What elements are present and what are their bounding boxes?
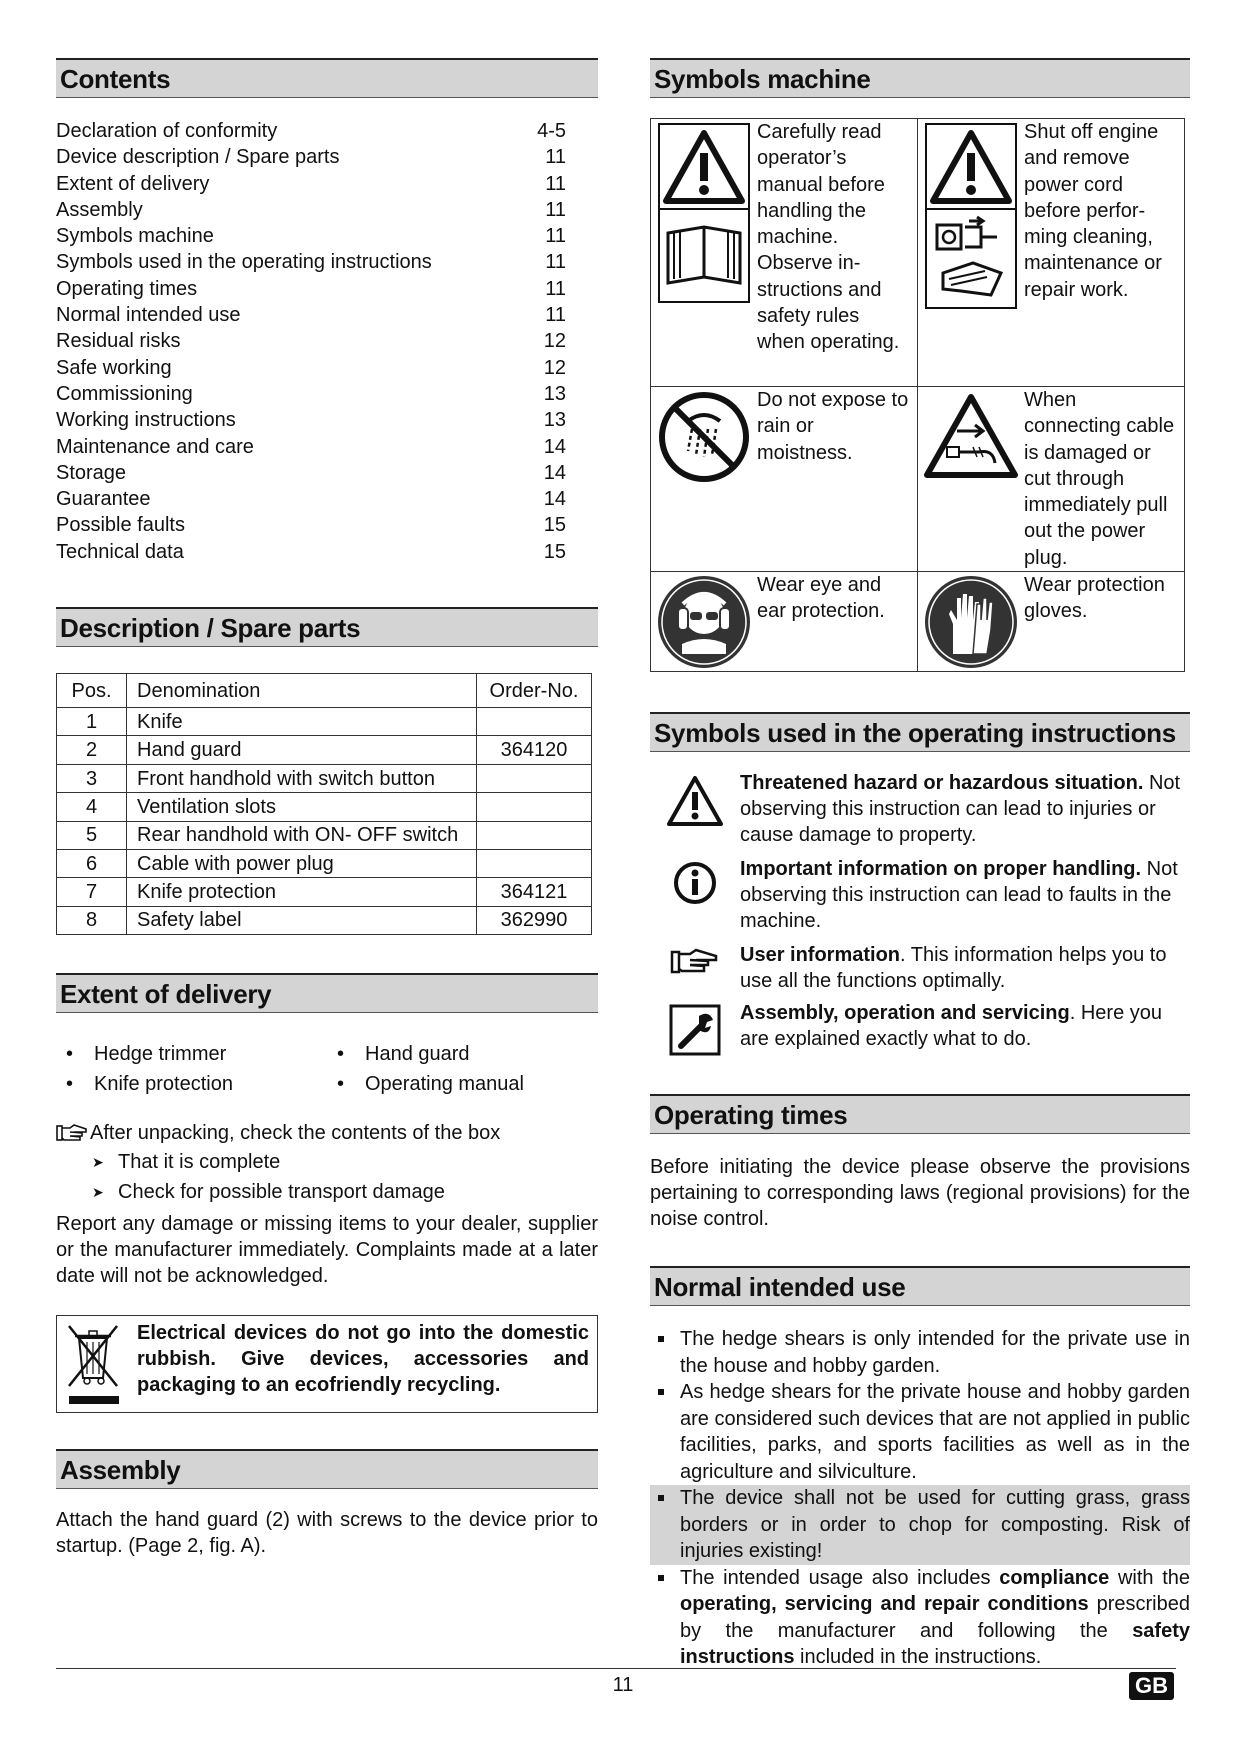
table-cell: 364121 (477, 878, 592, 906)
left-column (56, 58, 598, 1559)
list-item: • Operating manual (327, 1069, 598, 1099)
symbol-text: When connecting cable is damaged or cut through immediately pull out the power plug. (1024, 389, 1175, 569)
contents-heading: Contents (56, 58, 598, 98)
toc-entry (56, 539, 566, 565)
table-row (57, 821, 592, 849)
instruction-item: Threatened hazard or hazardous situation. Not observing this instruction can lead to injuries or cause damage to property. (650, 770, 1190, 856)
table-cell (477, 850, 592, 878)
operating-times-heading: Operating times (650, 1094, 1190, 1134)
table-cell: 7 (57, 878, 127, 906)
toc-entry (56, 355, 566, 381)
toc-entry (56, 276, 566, 302)
symbol-text: Do not expose to rain or moistness. (757, 389, 909, 464)
toc-entry (56, 171, 566, 197)
warning-manual-icon (651, 119, 757, 356)
toc-entry (56, 302, 566, 328)
toc-title: Assembly (56, 198, 143, 221)
table-cell: 364120 (477, 736, 592, 764)
table-cell: 1 (57, 708, 127, 736)
language-badge: GB (1129, 1672, 1174, 1700)
toc-title: Storage (56, 461, 127, 484)
warning-unplug-icon (918, 119, 1024, 309)
table-cell: 4 (57, 793, 127, 821)
toc-entry (56, 223, 566, 249)
toc-page: 12 (543, 356, 566, 379)
toc-entry (56, 197, 566, 223)
instruction-item: User information. This information helps you to use all the functions optimally. (650, 942, 1190, 1000)
toc-page: 11 (545, 172, 566, 195)
gloves-icon (918, 572, 1024, 670)
toc-page: 11 (545, 304, 566, 327)
toc-title: Safe working (56, 356, 172, 379)
toc-title: Guarantee (56, 488, 151, 511)
table-row (57, 708, 592, 736)
spare-parts-table (56, 673, 592, 935)
toc-title: Device description / Spare parts (56, 146, 340, 169)
table-cell: 3 (57, 764, 127, 792)
toc-page: 11 (545, 146, 566, 169)
table-cell (477, 793, 592, 821)
symbol-text: Shut off engine and remove power cord before perfor-ming cleaning, maintenance or repair work. (1024, 121, 1162, 301)
toc-page: 4-5 (537, 120, 566, 142)
toc-title: Symbols used in the operating instructions (56, 251, 432, 274)
delivery-heading: Extent of delivery (56, 973, 598, 1013)
spare-parts-heading: Description / Spare parts (56, 607, 598, 647)
table-cell: Rear handhold with ON- OFF switch (127, 821, 477, 849)
table-cell: Knife (127, 708, 477, 736)
toc-entry (56, 434, 566, 460)
toc-page: 15 (543, 514, 566, 537)
column-header-denomination: Denomination (127, 674, 477, 708)
symbol-text: Wear eye and ear protection. (757, 574, 885, 623)
toc-page: 14 (543, 461, 566, 484)
toc-page: 11 (545, 198, 566, 221)
toc-title: Residual risks (56, 330, 181, 353)
machine-symbols-table (650, 118, 1185, 672)
table-cell: 2 (57, 736, 127, 764)
table-cell (477, 821, 592, 849)
damaged-cable-icon (918, 387, 1024, 571)
table-cell: Cable with power plug (127, 850, 477, 878)
toc-entry (56, 512, 566, 538)
toc-page: 14 (543, 488, 566, 511)
table-cell: 5 (57, 821, 127, 849)
table-cell: Front handhold with switch button (127, 764, 477, 792)
table-cell: Knife protection (127, 878, 477, 906)
footer-divider (56, 1668, 1176, 1669)
toc-page: 11 (545, 251, 566, 274)
symbol-text: Carefully read operator’s manual before handling the machine. Observe in-structions and safety rules when operating. (757, 121, 900, 354)
toc-title: Working instructions (56, 409, 236, 432)
table-cell: Safety label (127, 906, 477, 934)
toc-entry (56, 249, 566, 275)
list-item: The device shall not be used for cutting grass, grass borders or in order to chop for composting. Risk of injuries existing! (650, 1485, 1190, 1565)
column-header-order-no: Order-No. (477, 674, 592, 708)
instruction-item: Important information on proper handling. Not observing this instruction can lead to faults in the machine. (650, 856, 1190, 942)
symbols-instructions-heading: Symbols used in the operating instructions (650, 712, 1190, 752)
table-cell: Hand guard (127, 736, 477, 764)
toc-entry (56, 328, 566, 354)
toc-entry (56, 486, 566, 512)
toc-title: Operating times (56, 277, 198, 300)
crossed-bin-icon (63, 1320, 123, 1408)
wrench-icon (650, 1000, 740, 1056)
table-row (57, 793, 592, 821)
toc-entry (56, 407, 566, 433)
list-item: The hedge shears is only intended for the private use in the house and hobby garden. (650, 1326, 1190, 1379)
toc-title: Declaration of conformity (56, 120, 278, 142)
list-item: • Knife protection (56, 1069, 327, 1099)
toc-title: Commissioning (56, 382, 193, 405)
right-column (650, 58, 1190, 1671)
delivery-items (56, 1039, 598, 1099)
column-header-pos: Pos. (57, 674, 127, 708)
pointing-hand-icon (56, 1124, 90, 1142)
info-icon (650, 856, 740, 942)
toc-page: 15 (543, 540, 566, 563)
toc-title: Normal intended use (56, 304, 241, 327)
table-cell: Ventilation slots (127, 793, 477, 821)
toc-title: Symbols machine (56, 225, 214, 248)
toc-title: Possible faults (56, 514, 185, 537)
check-intro: After unpacking, check the contents of the box (56, 1119, 598, 1147)
table-of-contents (56, 118, 566, 565)
pointing-hand-icon (650, 942, 740, 1000)
symbols-machine-heading: Symbols machine (650, 58, 1190, 98)
list-item: As hedge shears for the private house and hobby garden are considered such devices that are not applied in public facilities, parks, and sports facilities as well as in the agriculture and silviculture. (650, 1379, 1190, 1485)
table-cell: 6 (57, 850, 127, 878)
report-paragraph: Report any damage or missing items to your dealer, supplier or the manufacturer immediately. Complaints made at a later date will not be acknowledged. (56, 1213, 598, 1288)
instruction-item: Assembly, operation and servicing. Here you are explained exactly what to do. (650, 1000, 1190, 1056)
toc-page: 11 (545, 277, 566, 300)
page-number: 11 (612, 1674, 634, 1696)
toc-entry (56, 118, 566, 144)
symbol-text: Wear protection gloves. (1024, 574, 1165, 623)
operating-times-paragraph: Before initiating the device please observe the provisions pertaining to corresponding laws (regional provisions) for the noise control. (650, 1156, 1190, 1231)
toc-page: 11 (545, 225, 566, 248)
toc-entry (56, 381, 566, 407)
toc-entry (56, 144, 566, 170)
toc-title: Extent of delivery (56, 172, 210, 195)
table-cell (477, 764, 592, 792)
eye-ear-protection-icon (651, 572, 757, 670)
no-rain-icon (651, 387, 757, 483)
list-item: ➤ That it is complete (92, 1151, 281, 1174)
toc-title: Maintenance and care (56, 435, 254, 458)
list-item: ➤ Check for possible transport damage (92, 1181, 445, 1204)
list-item: • Hand guard (327, 1039, 598, 1069)
table-row (57, 878, 592, 906)
toc-entry (56, 460, 566, 486)
hazard-icon (650, 770, 740, 856)
toc-page: 14 (543, 435, 566, 458)
toc-page: 13 (543, 382, 566, 405)
table-row (57, 850, 592, 878)
table-cell: 362990 (477, 906, 592, 934)
table-cell (477, 708, 592, 736)
toc-page: 13 (543, 409, 566, 432)
assembly-paragraph: Attach the hand guard (2) with screws to the device prior to startup. (Page 2, fig. A). (56, 1509, 598, 1558)
table-row (57, 764, 592, 792)
toc-title: Technical data (56, 540, 184, 563)
list-item: • Hedge trimmer (56, 1039, 327, 1069)
table-row (57, 736, 592, 764)
list-item: The intended usage also includes compliance with the operating, servicing and repair conditions prescribed by the manufacturer and following the safety instructions included in the instructions. (650, 1565, 1190, 1671)
assembly-heading: Assembly (56, 1449, 598, 1489)
intended-use-heading: Normal intended use (650, 1266, 1190, 1306)
table-row (57, 906, 592, 934)
recycling-notice: Electrical devices do not go into the domestic rubbish. Give devices, accessories and packaging to an ecofriendly recycling. (56, 1315, 598, 1413)
table-cell: 8 (57, 906, 127, 934)
toc-page: 12 (543, 330, 566, 353)
